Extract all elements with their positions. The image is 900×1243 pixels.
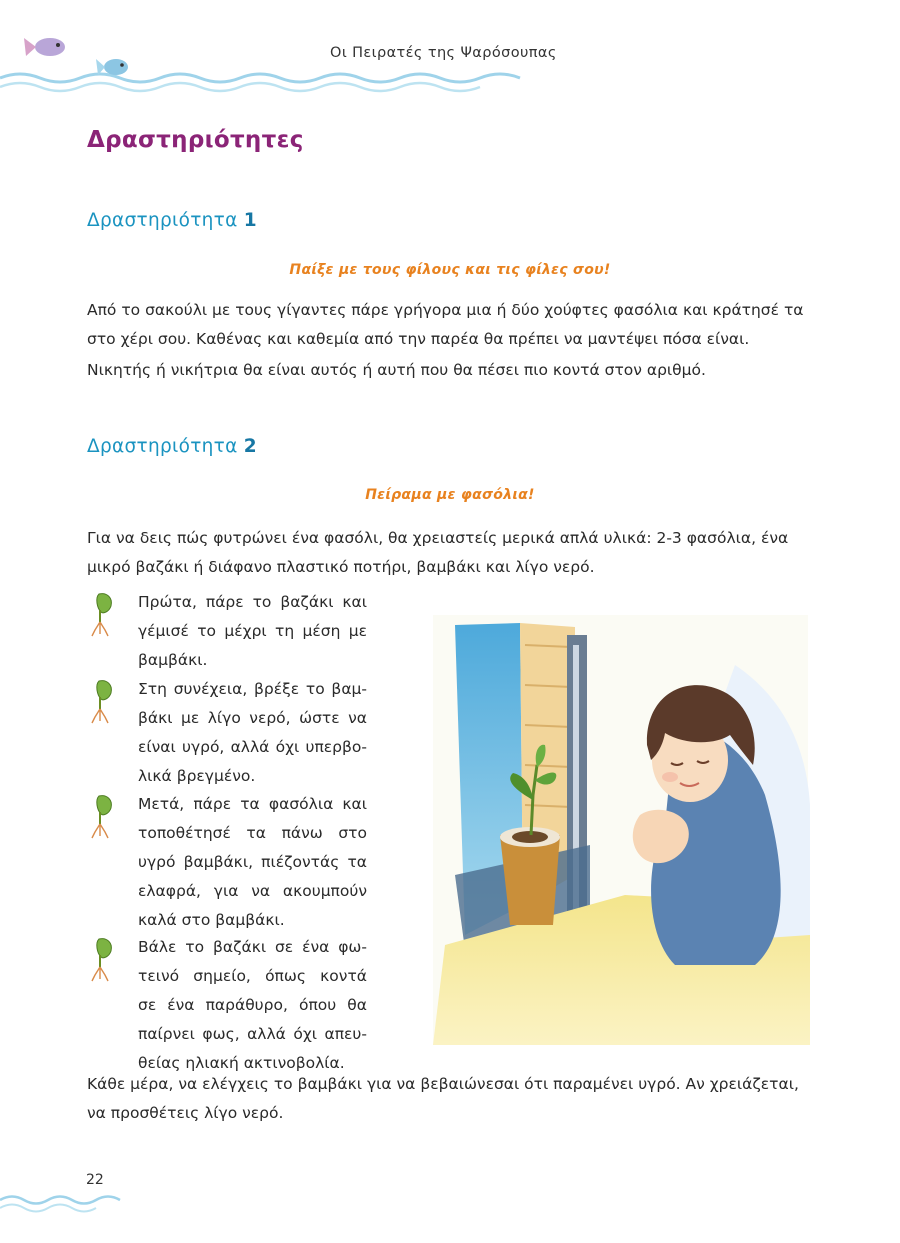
bean-sprout-icon: [87, 677, 119, 727]
activity2-heading: [87, 436, 257, 457]
activity2-closing: [87, 1070, 817, 1128]
step-text: [138, 790, 367, 935]
activity2-heading-label: Δραστηριότητα: [87, 436, 238, 457]
activity1-paragraph: [87, 296, 817, 385]
activity2-subheading: Πείραμα με φασόλια!: [365, 487, 535, 503]
step-line: Μετά, πάρε τα φασόλια και: [138, 795, 367, 813]
step-line: γέμισέ το μέχρι τη μέση με: [138, 622, 367, 640]
activity2-intro: [87, 524, 817, 582]
activity1-heading-label: Δραστηριότητα: [87, 210, 238, 231]
step-line: βάκι με λίγο νερό, ώστε να: [138, 709, 367, 727]
paragraph-line: Κάθε μέρα, να ελέγχεις το βαμβάκι για να βεβαιώνεσαι ότι παραμένει υγρό. Αν χρειάζεται,: [87, 1075, 799, 1093]
activity1-heading-number: 1: [243, 210, 257, 231]
bean-sprout-icon: [87, 935, 119, 985]
bean-sprout-icon: [87, 792, 119, 842]
activity1-heading: [87, 210, 257, 231]
step-text: [138, 588, 367, 675]
step-line: λικά βρεγμένο.: [138, 767, 256, 785]
paragraph-line: Για να δεις πώς φυτρώνει ένα φασόλι, θα χρειαστείς μερικά απλά υλικά: 2-3 φασόλια, ένα: [87, 529, 789, 547]
running-title: Οι Πειρατές της Ψαρόσουπας: [330, 45, 557, 61]
step-line: καλά στο βαμβάκι.: [138, 911, 285, 929]
step-line: είναι υγρό, αλλά όχι υπερβο-: [138, 738, 367, 756]
page-number: 22: [86, 1172, 104, 1188]
footer-waves-decoration: [0, 1188, 140, 1218]
step-line: σε ένα παράθυρο, όπου θα: [138, 996, 367, 1014]
header-waves-decoration: [0, 60, 560, 96]
paragraph-line: στο χέρι σου. Καθένας και καθεμία από την παρέα θα πρέπει να μαντέψει πόσα είναι.: [87, 330, 750, 348]
fish-icon: [22, 34, 72, 60]
paragraph-line: μικρό βαζάκι ή διάφανο πλαστικό ποτήρι, βαμβάκι και λίγο νερό.: [87, 558, 595, 576]
step-text: [138, 675, 367, 791]
step-line: Βάλε το βαζάκι σε ένα φω-: [138, 938, 367, 956]
paragraph-line: Νικητής ή νικήτρια θα είναι αυτός ή αυτή που θα πέσει πιο κοντά στον αριθμό.: [87, 361, 706, 379]
step-line: ελαφρά, για να ακουμπούν: [138, 882, 367, 900]
paragraph-line: να προσθέτεις λίγο νερό.: [87, 1104, 284, 1122]
paragraph-line: Από το σακούλι με τους γίγαντες πάρε γρήγορα μια ή δύο χούφτες φασόλια και κράτησέ τα: [87, 301, 804, 319]
step-line: Πρώτα, πάρε το βαζάκι και: [138, 593, 367, 611]
step-line: παίρνει φως, αλλά όχι απευ-: [138, 1025, 367, 1043]
step-line: Στη συνέχεια, βρέξε το βαμ-: [138, 680, 367, 698]
bean-sprout-icon: [87, 590, 119, 640]
page-heading: Δραστηριότητες: [87, 127, 304, 153]
step-line: τεινό σημείο, όπως κοντά: [138, 967, 367, 985]
step-line: βαμβάκι.: [138, 651, 208, 669]
boy-with-plant-illustration: [425, 605, 815, 1055]
step-line: θείας ηλιακή ακτινοβολία.: [138, 1054, 345, 1072]
step-text: [138, 933, 367, 1078]
step-line: υγρό βαμβάκι, πιέζοντάς τα: [138, 853, 367, 871]
activity1-subheading: Παίξε με τους φίλους και τις φίλες σου!: [289, 262, 611, 278]
activity2-heading-number: 2: [243, 436, 257, 457]
step-line: τοποθέτησέ τα πάνω στο: [138, 824, 367, 842]
fish-icon: [96, 56, 134, 78]
